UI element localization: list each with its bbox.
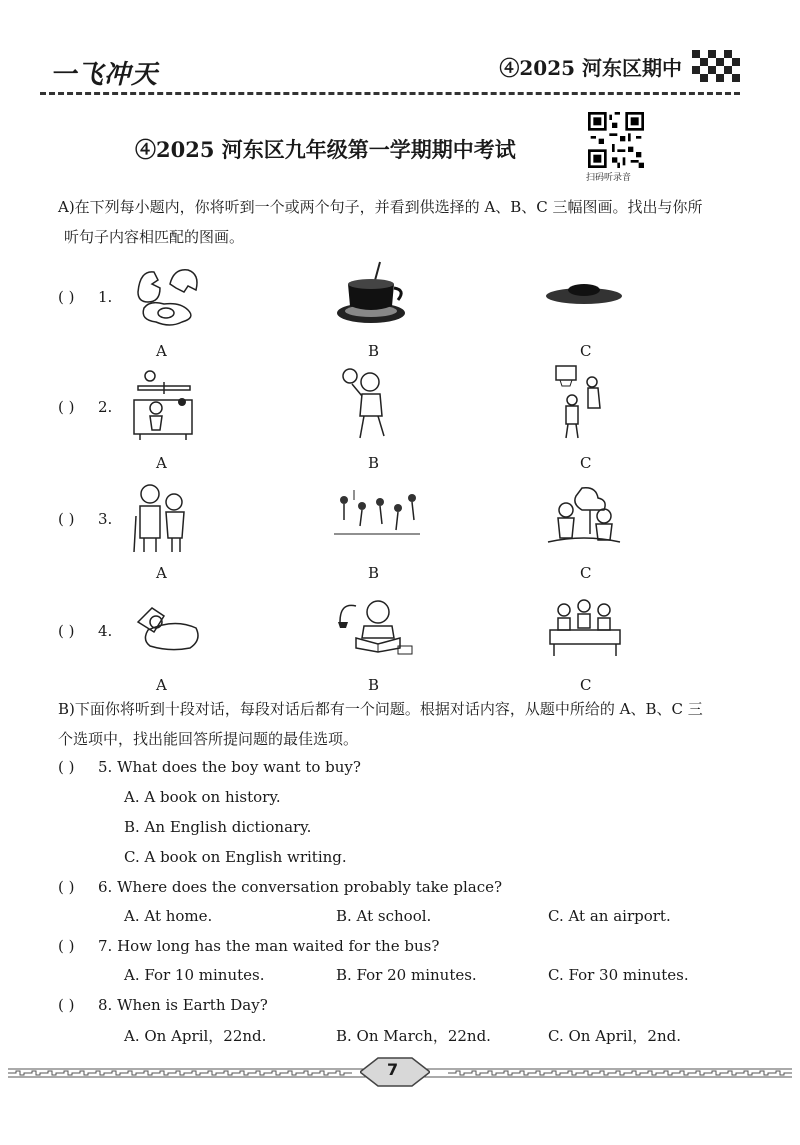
option-c[interactable]: C. For 30 minutes. [548, 966, 689, 984]
option-label-c: C [580, 676, 592, 694]
question-text: 5. What does the boy want to buy? [98, 758, 361, 776]
page-header [40, 42, 740, 94]
question-number: 1. [98, 288, 113, 306]
option-label-b: B [368, 676, 380, 694]
header-divider [40, 92, 740, 95]
qr-code-icon[interactable] [588, 112, 644, 168]
option-b[interactable]: B. An English dictionary. [124, 818, 312, 836]
header-exam-name: ④2025 河东区期中 [499, 56, 682, 80]
question-number: 3. [98, 510, 113, 528]
cake-plate-image [544, 276, 624, 310]
answer-blank[interactable]: ( ) [58, 288, 75, 306]
kids-planting-trees-image [546, 484, 622, 550]
question-text: 7. How long has the man waited for the bus? [98, 937, 440, 955]
answer-blank[interactable]: ( ) [58, 758, 75, 776]
question-text: 6. Where does the conversation probably take place? [98, 878, 503, 896]
picture-question-3 [58, 480, 748, 590]
option-a[interactable]: A. A book on history. [124, 788, 281, 806]
page-footer [0, 1052, 800, 1092]
option-b[interactable]: B. For 20 minutes. [336, 966, 477, 984]
family-dinner-image [546, 596, 624, 660]
qr-label: 扫码听录音 [586, 173, 632, 183]
mc-question-6 [58, 878, 748, 930]
picture-question-1 [58, 258, 748, 368]
broken-eggs-image [130, 262, 210, 332]
question-number: 4. [98, 622, 113, 640]
option-label-b: B [368, 454, 380, 472]
option-label-a: A [156, 454, 167, 472]
option-label-a: A [156, 564, 167, 582]
table-tennis-image [130, 368, 196, 442]
picture-question-4 [58, 592, 748, 702]
option-c[interactable]: C. At an airport. [548, 907, 671, 925]
brand-title: 一飞冲天 [50, 60, 159, 90]
section-b-instructions [58, 694, 743, 754]
mc-question-7 [58, 937, 748, 989]
option-label-a: A [156, 676, 167, 694]
question-number: 2. [98, 398, 113, 416]
section-b-line1: B)下面你将听到十段对话，每段对话后都有一个问题。根据对话内容，从题中所给的 A、B、C 三 [58, 700, 703, 718]
students-playing-image [334, 486, 420, 546]
question-text: 8. When is Earth Day? [98, 996, 268, 1014]
boy-playing-ball-image [340, 366, 396, 444]
page-number: 7 [387, 1060, 399, 1079]
option-c[interactable]: C. On April，2nd. [548, 1027, 681, 1045]
elderly-helped-image [130, 480, 194, 554]
option-label-c: C [580, 342, 592, 360]
option-c[interactable]: C. A book on English writing. [124, 848, 347, 866]
section-a-line2: 听句子内容相匹配的图画。 [64, 228, 245, 246]
title-row [40, 108, 740, 188]
boy-reading-image [334, 592, 414, 660]
option-label-b: B [368, 342, 380, 360]
option-b[interactable]: B. On March，22nd. [336, 1027, 491, 1045]
option-label-a: A [156, 342, 167, 360]
checkerboard-icon [692, 50, 740, 82]
section-a-instructions [58, 192, 743, 252]
answer-blank[interactable]: ( ) [58, 937, 75, 955]
answer-blank[interactable]: ( ) [58, 622, 75, 640]
option-label-c: C [580, 454, 592, 472]
mc-question-5 [58, 758, 748, 868]
sick-in-bed-image [134, 602, 202, 654]
coffee-cup-image [334, 258, 408, 330]
answer-blank[interactable]: ( ) [58, 398, 75, 416]
option-b[interactable]: B. At school. [336, 907, 432, 925]
basketball-players-image [548, 364, 612, 442]
option-a[interactable]: A. For 10 minutes. [124, 966, 265, 984]
answer-blank[interactable]: ( ) [58, 878, 75, 896]
mc-question-8 [58, 996, 748, 1048]
option-a[interactable]: A. At home. [124, 907, 213, 925]
option-label-b: B [368, 564, 380, 582]
picture-question-2 [58, 368, 748, 478]
option-a[interactable]: A. On April，22nd. [124, 1027, 267, 1045]
page-title: ④2025 河东区九年级第一学期期中考试 [135, 137, 516, 162]
section-a-line1: A)在下列每小题内，你将听到一个或两个句子，并看到供选择的 A、B、C 三幅图画。找出与你所 [58, 198, 703, 216]
section-b-line2: 个选项中，找出能回答所提问题的最佳选项。 [58, 730, 359, 748]
option-label-c: C [580, 564, 592, 582]
answer-blank[interactable]: ( ) [58, 510, 75, 528]
answer-blank[interactable]: ( ) [58, 996, 75, 1014]
